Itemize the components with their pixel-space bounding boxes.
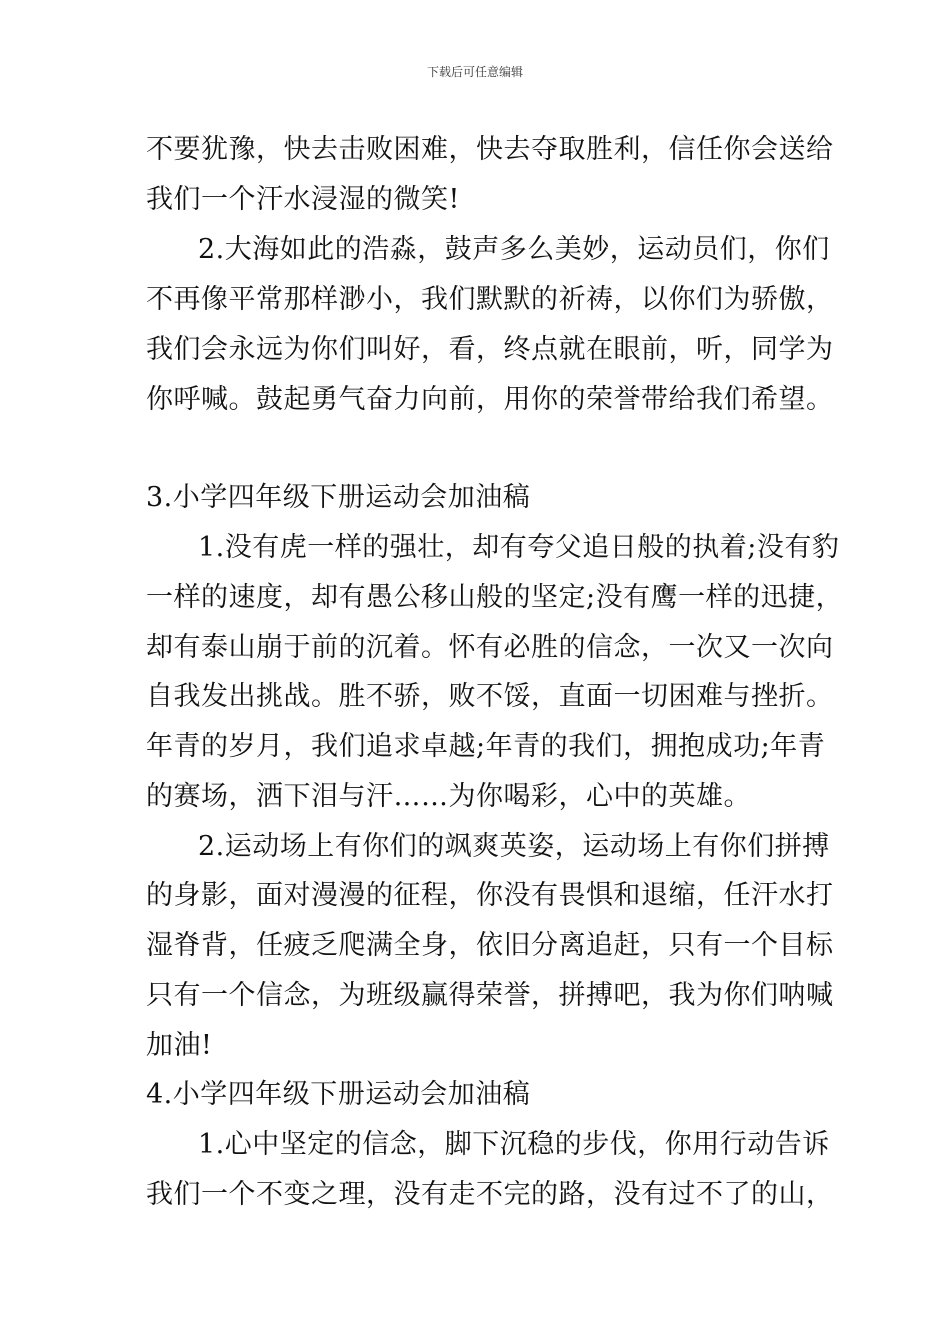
text-line: 我们会永远为你们叫好，看，终点就在眼前，听，同学为 <box>146 334 834 365</box>
text-line: 只有一个信念，为班级赢得荣誉，拼搏吧，我为你们呐喊 <box>146 980 834 1011</box>
page-header: 下载后可任意编辑 <box>426 65 523 79</box>
section-heading: 3.小学四年级下册运动会加油稿 <box>146 482 531 513</box>
paragraph-start: 1.心中坚定的信念，脚下沉稳的步伐，你用行动告诉 <box>198 1129 830 1160</box>
text-line: 的身影，面对漫漫的征程，你没有畏惧和退缩，任汗水打 <box>146 880 834 911</box>
text-line: 却有泰山崩于前的沉着。怀有必胜的信念，一次又一次向 <box>146 632 834 663</box>
section-heading: 4.小学四年级下册运动会加油稿 <box>146 1079 531 1110</box>
text-line: 不要犹豫，快去击败困难，快去夺取胜利，信任你会送给 <box>146 134 834 165</box>
text-line: 一样的速度，却有愚公移山般的坚定;没有鹰一样的迅捷， <box>146 582 844 613</box>
text-line: 不再像平常那样渺小，我们默默的祈祷，以你们为骄傲， <box>146 284 834 315</box>
text-line: 的赛场，洒下泪与汗……为你喝彩，心中的英雄。 <box>146 781 751 812</box>
paragraph-start: 2.运动场上有你们的飒爽英姿，运动场上有你们拼搏 <box>198 831 830 862</box>
text-line: 我们一个汗水浸湿的微笑! <box>146 184 460 215</box>
text-line: 你呼喊。鼓起勇气奋力向前，用你的荣誉带给我们希望。 <box>146 384 834 415</box>
text-line: 湿脊背，任疲乏爬满全身，依旧分离追赶，只有一个目标 <box>146 930 834 961</box>
text-line: 加油! <box>146 1030 213 1061</box>
text-line: 自我发出挑战。胜不骄，败不馁，直面一切困难与挫折。 <box>146 681 834 712</box>
text-line: 年青的岁月，我们追求卓越;年青的我们，拥抱成功;年青 <box>146 731 826 762</box>
paragraph-start: 2.大海如此的浩淼，鼓声多么美妙，运动员们，你们 <box>198 234 830 265</box>
text-line: 我们一个不变之理，没有走不完的路，没有过不了的山， <box>146 1179 834 1210</box>
paragraph-start: 1.没有虎一样的强壮，却有夸父追日般的执着;没有豹 <box>198 532 840 563</box>
